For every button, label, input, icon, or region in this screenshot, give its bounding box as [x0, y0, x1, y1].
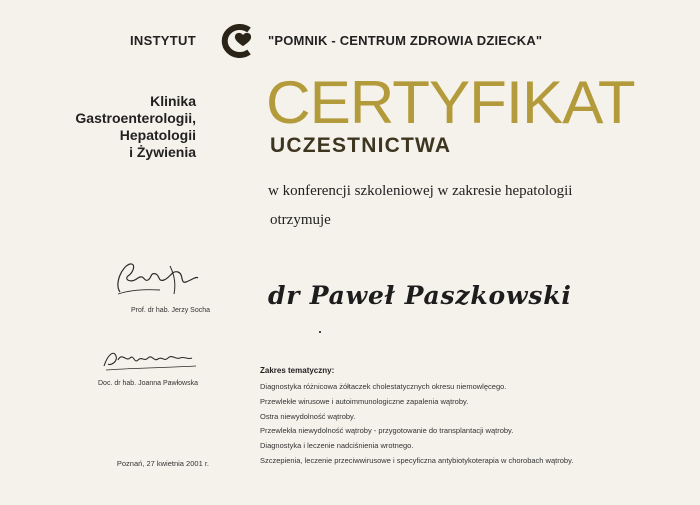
- signature-pawlowska-image: [100, 344, 210, 378]
- clinic-line: Gastroenterologii,: [75, 110, 196, 126]
- topic-item: Diagnostyka różnicowa żółtaczek cholestatycznych okresu niemowlęcego.: [260, 382, 507, 391]
- topic-item: Szczepienia, leczenie przeciwwirusowe i specyficzna antybiotykoterapia w chorobach wątroby.: [260, 455, 574, 465]
- topic-item: Przewlekła niewydolność wątroby - przygotowanie do transplantacji wątroby.: [260, 426, 514, 436]
- header: [0, 24, 700, 54]
- topics-section: [260, 366, 660, 469]
- topic-item: Ostra niewydolność wątroby.: [260, 411, 356, 421]
- institute-prefix: INSTYTUT: [130, 33, 196, 48]
- heart-c-logo-icon: [213, 24, 259, 58]
- clinic-line: Klinika: [150, 93, 196, 109]
- signature-socha-image: [100, 254, 210, 304]
- institute-name: "POMNIK - CENTRUM ZDROWIA DZIECKA": [268, 33, 543, 48]
- signer-socha: Prof. dr hab. Jerzy Socha: [131, 307, 210, 314]
- signer-pawlowska: Doc. dr hab. Joanna Pawłowska: [98, 380, 198, 387]
- certificate-title: CERTYFIKAT: [266, 69, 635, 136]
- clinic-name: [62, 93, 196, 161]
- ink-dot: [319, 331, 321, 333]
- clinic-line: i Żywienia: [129, 144, 196, 160]
- topics-list: [260, 380, 660, 469]
- certificate-subtitle: UCZESTNICTWA: [270, 134, 452, 157]
- topic-item: Przewlekłe wirusowe i autoimmunologiczne zapalenia wątroby.: [260, 396, 469, 406]
- recipient-name: dr Paweł Paszkowski: [268, 281, 572, 310]
- receives-line: otrzymuje: [270, 212, 331, 228]
- topic-item: Diagnostyka i leczenie nadciśnienia wrotnego.: [260, 441, 414, 451]
- place-date: Poznań, 27 kwietnia 2001 r.: [116, 459, 209, 468]
- conference-line: w konferencji szkoleniowej w zakresie hepatologii: [268, 183, 573, 199]
- clinic-line: Hepatologii: [119, 127, 196, 143]
- topics-heading: Zakres tematyczny:: [260, 366, 335, 375]
